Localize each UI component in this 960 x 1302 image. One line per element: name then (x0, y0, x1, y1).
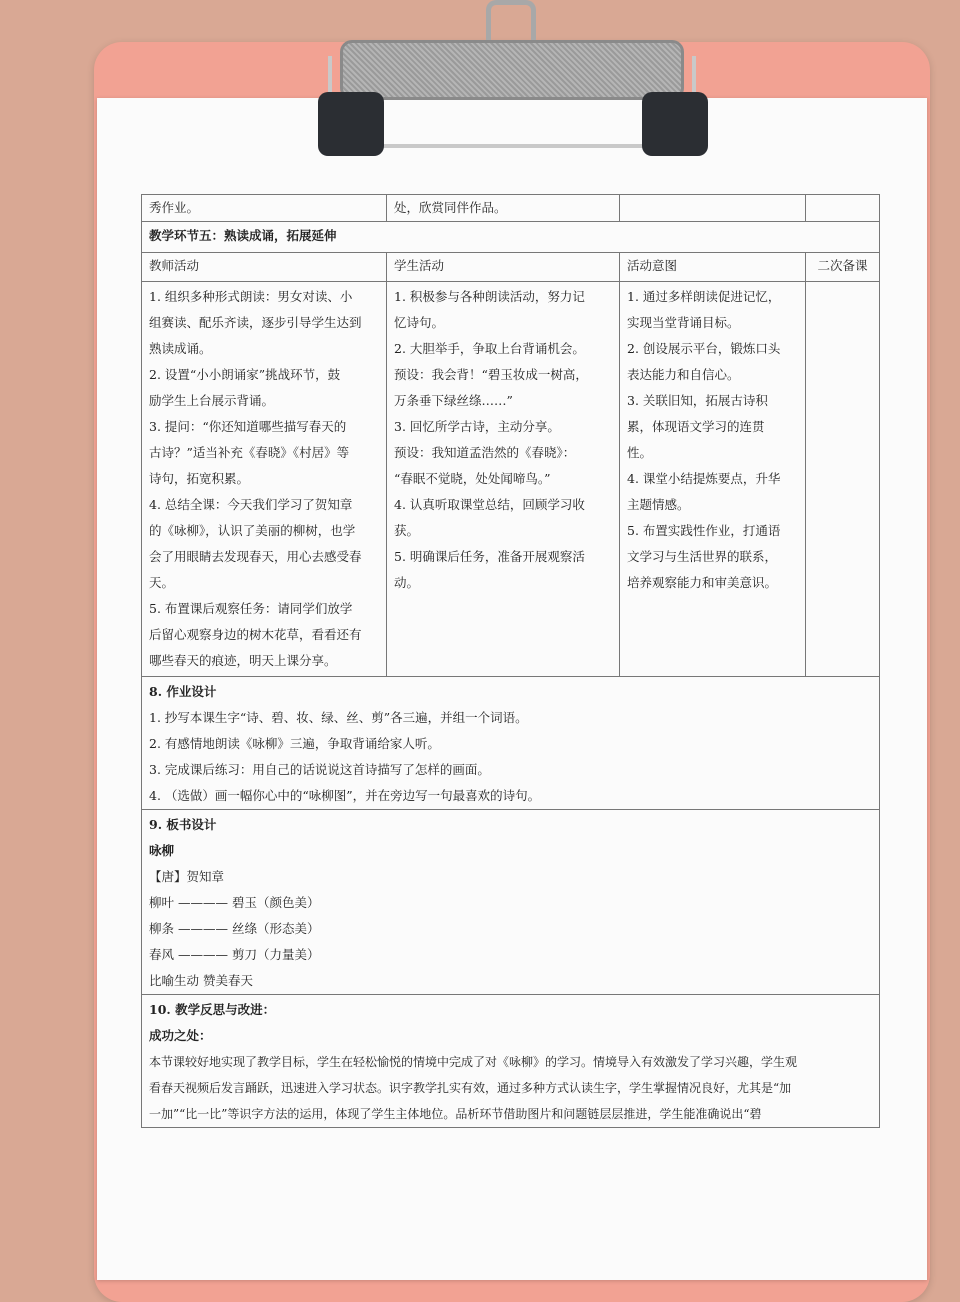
student-activity-line: 万条垂下绿丝绦……” (394, 393, 513, 408)
teacher-activity-line: 天。 (149, 575, 175, 590)
reflection-line: 本节课较好地实现了教学目标，学生在轻松愉悦的情境中完成了对《咏柳》的学习。情境导入有效激发了学习兴趣，学生观 (149, 1055, 798, 1069)
section5-header-row (142, 253, 880, 282)
teacher-activity-text (149, 284, 379, 674)
teacher-activity-line: 哪些春天的痕迹，明天上课分享。 (149, 653, 337, 668)
homework-row (142, 677, 880, 810)
student-activity-line: 预设：我知道孟浩然的《春晓》： (394, 445, 576, 460)
teacher-activity-line: 5. 布置课后观察任务：请同学们放学 (149, 601, 353, 616)
intent-cell-top (620, 195, 806, 222)
reflection-subtitle: 成功之处： (149, 1028, 212, 1043)
reflection-line: 看春天视频后发言踊跃，迅速进入学习状态。识字教学扎实有效，通过多种方式认读生字，学生掌握情况良好，尤其是“加 (149, 1081, 792, 1095)
activity-intent-line: 培养观察能力和审美意识。 (627, 575, 778, 590)
section5-title: 教学环节五：熟读成诵，拓展延伸 (142, 222, 880, 253)
teacher-activity-line: 诗句，拓宽积累。 (149, 471, 250, 486)
header-notes: 二次备课 (806, 253, 880, 282)
student-activity-line: 2. 大胆举手，争取上台背诵机会。 (394, 341, 585, 356)
teacher-activity-line: 1. 组织多种形式朗读：男女对读、小 (149, 289, 353, 304)
activity-intent-line: 文学习与生活世界的联系， (627, 549, 778, 564)
teacher-activity-line: 4. 总结全课：今天我们学习了贺知章 (149, 497, 353, 512)
header-student: 学生活动 (387, 253, 620, 282)
teacher-activity-line: 的《咏柳》，认识了美丽的柳树，也学 (149, 523, 356, 538)
section5-content-row (142, 282, 880, 677)
table-row-top (142, 195, 880, 222)
teacher-activity-line: 熟读成诵。 (149, 341, 212, 356)
board-line: 柳叶 ———— 碧玉（颜色美） (149, 895, 320, 910)
reflection-cell (142, 995, 880, 1128)
student-cell-top: 处，欣赏同伴作品。 (387, 195, 620, 222)
student-activity-cell (387, 282, 620, 677)
activity-intent-line: 5. 布置实践性作业，打通语 (627, 523, 781, 538)
clip-plate (340, 40, 684, 100)
reflection-line: 一加”“比一比”等识字方法的运用，体现了学生主体地位。品析环节借助图片和问题链层层推进，学生能准确说出“碧 (149, 1107, 762, 1121)
header-intent: 活动意图 (620, 253, 806, 282)
board-title: 9. 板书设计 (149, 817, 217, 832)
homework-item: 2. 有感情地朗读《咏柳》三遍，争取背诵给家人听。 (149, 736, 440, 751)
board-line: 柳条 ———— 丝绦（形态美） (149, 921, 320, 936)
student-activity-line: 1. 积极参与各种朗读活动，努力记 (394, 289, 585, 304)
reflection-title: 10. 教学反思与改进： (149, 1002, 276, 1017)
header-teacher: 教师活动 (142, 253, 387, 282)
homework-item: 1. 抄写本课生字“诗、碧、妆、绿、丝、剪”各三遍，并组一个词语。 (149, 710, 528, 725)
activity-intent-line: 累，体现语文学习的连贯 (627, 419, 765, 434)
student-activity-line: 获。 (394, 523, 420, 538)
activity-intent-line: 性。 (627, 445, 653, 460)
board-line: 春风 ———— 剪刀（力量美） (149, 947, 320, 962)
board-poem-title: 咏柳 (149, 843, 175, 858)
student-activity-line: 忆诗句。 (394, 315, 445, 330)
notes-cell (806, 282, 880, 677)
student-activity-line: 3. 回忆所学古诗，主动分享。 (394, 419, 560, 434)
activity-intent-line: 1. 通过多样朗读促进记忆， (627, 289, 781, 304)
intent-cell (620, 282, 806, 677)
student-activity-line: 5. 明确课后任务，准备开展观察活 (394, 549, 585, 564)
student-activity-line: 4. 认真听取课堂总结，回顾学习收 (394, 497, 585, 512)
homework-item: 3. 完成课后练习：用自己的话说说这首诗描写了怎样的画面。 (149, 762, 490, 777)
section5-title-row (142, 222, 880, 253)
clip-foot-left (318, 92, 384, 156)
teacher-activity-line: 古诗？”适当补充《春晓》《村居》等 (149, 445, 350, 460)
teacher-activity-line: 组赛读、配乐齐读，逐步引导学生达到 (149, 315, 362, 330)
teacher-activity-line: 后留心观察身边的树木花草，看看还有 (149, 627, 362, 642)
student-activity-text (394, 284, 612, 596)
teacher-activity-line: 会了用眼睛去发现春天，用心去感受春 (149, 549, 362, 564)
activity-intent-line: 主题情感。 (627, 497, 690, 512)
activity-intent-line: 3. 关联旧知，拓展古诗积 (627, 393, 768, 408)
notes-cell-top (806, 195, 880, 222)
activity-intent-line: 2. 创设展示平台，锻炼口头 (627, 341, 781, 356)
teacher-activity-cell (142, 282, 387, 677)
teacher-activity-line: 2. 设置“小小朗诵家”挑战环节，鼓 (149, 367, 341, 382)
reflection-row (142, 995, 880, 1128)
board-summary: 比喻生动 赞美春天 (149, 973, 253, 988)
student-activity-line: “春眠不觉晓，处处闻啼鸟。” (394, 471, 551, 486)
student-activity-line: 预设：我会背！“碧玉妆成一树高， (394, 367, 588, 382)
lesson-plan-table (141, 194, 880, 1128)
activity-intent-line: 实现当堂背诵目标。 (627, 315, 740, 330)
homework-cell (142, 677, 880, 810)
activity-intent-line: 表达能力和自信心。 (627, 367, 740, 382)
student-activity-line: 动。 (394, 575, 420, 590)
clip-foot-right (642, 92, 708, 156)
board-row (142, 810, 880, 995)
homework-item: 4. （选做）画一幅你心中的“咏柳图”，并在旁边写一句最喜欢的诗句。 (149, 788, 541, 803)
teacher-activity-line: 励学生上台展示背诵。 (149, 393, 275, 408)
board-cell (142, 810, 880, 995)
teacher-activity-line: 3. 提问：“你还知道哪些描写春天的 (149, 419, 347, 434)
activity-intent-text (627, 284, 798, 596)
activity-intent-line: 4. 课堂小结提炼要点，升华 (627, 471, 781, 486)
board-author: 【唐】贺知章 (149, 869, 225, 884)
homework-title: 8. 作业设计 (149, 684, 217, 699)
teacher-cell-top: 秀作业。 (142, 195, 387, 222)
